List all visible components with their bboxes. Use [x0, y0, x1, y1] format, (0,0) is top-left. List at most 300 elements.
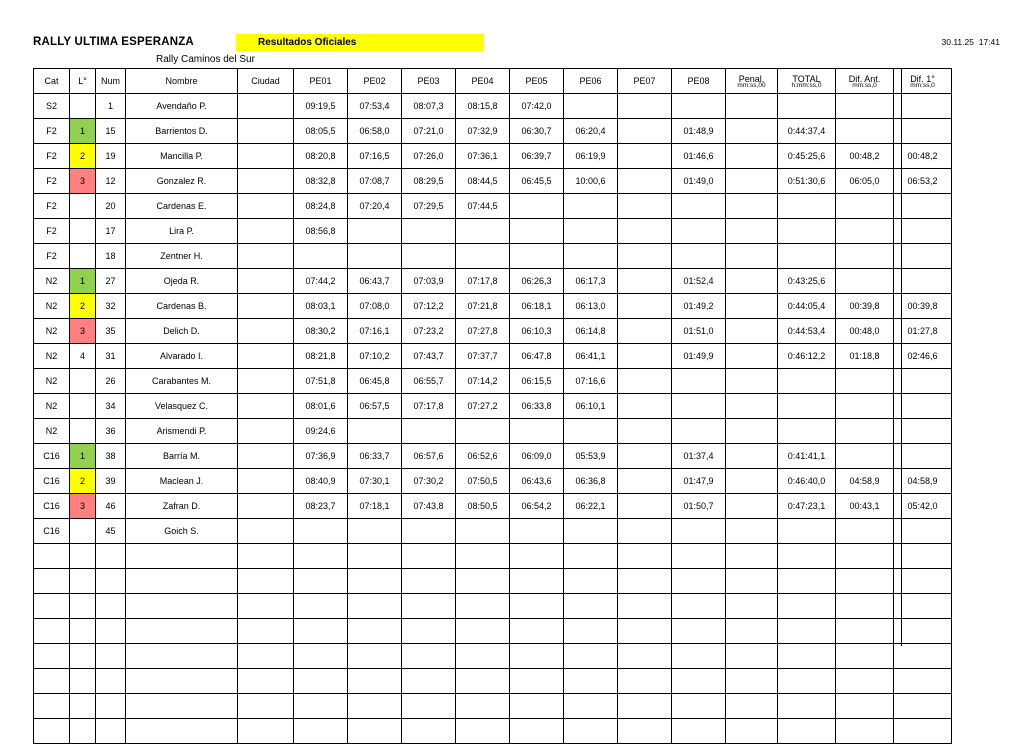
cell-penal — [726, 469, 778, 494]
cell-nombre: Delich D. — [126, 319, 238, 344]
column-header-dif1 — [894, 69, 952, 94]
cell-cat: N2 — [34, 419, 70, 444]
cell-empty — [894, 669, 952, 694]
cell-pe03: 07:17,8 — [402, 394, 456, 419]
cell-dif-primero — [894, 244, 952, 269]
cell-position — [70, 244, 96, 269]
table-row — [34, 319, 952, 344]
event-subtitle: Rally Caminos del Sur — [156, 54, 255, 65]
cell-pe08 — [672, 419, 726, 444]
cell-pe05: 06:39,7 — [510, 144, 564, 169]
cell-empty — [456, 669, 510, 694]
cell-ciudad — [238, 494, 294, 519]
cell-position: 3 — [70, 494, 96, 519]
table-row-empty — [34, 669, 952, 694]
cell-cat: F2 — [34, 119, 70, 144]
cell-cat: C16 — [34, 469, 70, 494]
cell-empty — [672, 719, 726, 744]
cell-num: 1 — [96, 94, 126, 119]
cell-pe08 — [672, 369, 726, 394]
cell-penal — [726, 369, 778, 394]
cell-pe07 — [618, 519, 672, 544]
cell-pe06: 06:36,8 — [564, 469, 618, 494]
cell-pe08: 01:49,2 — [672, 294, 726, 319]
cell-nombre: Mancilla P. — [126, 144, 238, 169]
cell-pe08: 01:48,9 — [672, 119, 726, 144]
column-header-label: Dif. Ant. — [848, 73, 881, 84]
results-table — [33, 68, 952, 744]
cell-ciudad — [238, 94, 294, 119]
cell-penal — [726, 294, 778, 319]
cell-dif-primero — [894, 394, 952, 419]
cell-empty — [836, 669, 894, 694]
column-header-pe05 — [510, 69, 564, 94]
cell-empty — [70, 619, 96, 644]
cell-pe07 — [618, 269, 672, 294]
cell-dif-ant — [836, 394, 894, 419]
cell-empty — [778, 569, 836, 594]
cell-empty — [70, 569, 96, 594]
cell-pe02: 07:10,2 — [348, 344, 402, 369]
cell-empty — [402, 669, 456, 694]
cell-empty — [402, 694, 456, 719]
cell-dif-ant — [836, 119, 894, 144]
cell-pe04: 07:36,1 — [456, 144, 510, 169]
cell-empty — [778, 644, 836, 669]
cell-empty — [672, 644, 726, 669]
cell-empty — [672, 694, 726, 719]
cell-dif-primero: 04:58,9 — [894, 469, 952, 494]
cell-pe03: 06:55,7 — [402, 369, 456, 394]
cell-dif-primero — [894, 94, 952, 119]
cell-dif-ant: 04:58,9 — [836, 469, 894, 494]
cell-position: 4 — [70, 344, 96, 369]
table-row — [34, 419, 952, 444]
cell-empty — [510, 669, 564, 694]
cell-empty — [126, 644, 238, 669]
cell-empty — [456, 644, 510, 669]
cell-position — [70, 94, 96, 119]
cell-empty — [618, 669, 672, 694]
cell-empty — [726, 694, 778, 719]
cell-pe02: 06:33,7 — [348, 444, 402, 469]
column-header-label: PE01 — [309, 76, 332, 86]
cell-dif-ant: 01:18,8 — [836, 344, 894, 369]
cell-nombre: Goich S. — [126, 519, 238, 544]
cell-dif-ant — [836, 94, 894, 119]
cell-empty — [456, 719, 510, 744]
cell-pe07 — [618, 469, 672, 494]
column-header-label: PE05 — [525, 76, 548, 86]
column-header-pos — [70, 69, 96, 94]
cell-total: 0:46:12,2 — [778, 344, 836, 369]
table-row — [34, 244, 952, 269]
cell-cat: S2 — [34, 94, 70, 119]
column-header-difant — [836, 69, 894, 94]
cell-pe06 — [564, 519, 618, 544]
table-row-empty — [34, 694, 952, 719]
cell-pe02 — [348, 219, 402, 244]
cell-empty — [238, 694, 294, 719]
cell-empty — [294, 644, 348, 669]
cell-empty — [672, 594, 726, 619]
table-row-empty — [34, 719, 952, 744]
cell-nombre: Maclean J. — [126, 469, 238, 494]
cell-empty — [126, 669, 238, 694]
cell-empty — [126, 719, 238, 744]
cell-empty — [778, 694, 836, 719]
table-row — [34, 269, 952, 294]
table-row — [34, 219, 952, 244]
column-header-pe01 — [294, 69, 348, 94]
cell-empty — [96, 719, 126, 744]
table-row-empty — [34, 644, 952, 669]
cell-pe01: 08:24,8 — [294, 194, 348, 219]
cell-cat: N2 — [34, 319, 70, 344]
column-header-label: PE06 — [579, 76, 602, 86]
cell-pe01: 08:20,8 — [294, 144, 348, 169]
cell-empty — [564, 569, 618, 594]
cell-pe03: 07:26,0 — [402, 144, 456, 169]
cell-dif-primero — [894, 269, 952, 294]
cell-dif-primero — [894, 419, 952, 444]
cell-ciudad — [238, 119, 294, 144]
cell-pe05: 06:15,5 — [510, 369, 564, 394]
cell-empty — [294, 694, 348, 719]
cell-total: 0:44:53,4 — [778, 319, 836, 344]
cell-empty — [564, 669, 618, 694]
cell-num: 26 — [96, 369, 126, 394]
cell-dif-ant — [836, 269, 894, 294]
cell-pe05: 06:09,0 — [510, 444, 564, 469]
cell-pe03 — [402, 419, 456, 444]
cell-num: 34 — [96, 394, 126, 419]
print-time: 17:41 — [978, 37, 1000, 47]
cell-empty — [294, 544, 348, 569]
cell-empty — [402, 569, 456, 594]
cell-pe06: 06:20,4 — [564, 119, 618, 144]
cell-empty — [564, 719, 618, 744]
cell-pe06: 07:16,6 — [564, 369, 618, 394]
cell-empty — [96, 669, 126, 694]
cell-dif-ant — [836, 419, 894, 444]
cell-num: 46 — [96, 494, 126, 519]
cell-cat: N2 — [34, 269, 70, 294]
cell-empty — [294, 619, 348, 644]
cell-empty — [836, 569, 894, 594]
table-row — [34, 519, 952, 544]
cell-cat: F2 — [34, 169, 70, 194]
cell-pe07 — [618, 394, 672, 419]
cell-empty — [238, 619, 294, 644]
cell-position — [70, 194, 96, 219]
cell-nombre: Arismendi P. — [126, 419, 238, 444]
cell-empty — [34, 569, 70, 594]
table-row — [34, 144, 952, 169]
cell-pe03: 07:43,7 — [402, 344, 456, 369]
cell-penal — [726, 194, 778, 219]
print-date: 30.11.25 — [941, 37, 974, 47]
cell-position — [70, 219, 96, 244]
cell-pe03: 07:29,5 — [402, 194, 456, 219]
cell-empty — [70, 669, 96, 694]
cell-num: 17 — [96, 219, 126, 244]
cell-pe05: 06:33,8 — [510, 394, 564, 419]
cell-empty — [564, 644, 618, 669]
cell-pe03: 07:30,2 — [402, 469, 456, 494]
cell-pe04: 07:37,7 — [456, 344, 510, 369]
cell-empty — [726, 669, 778, 694]
cell-nombre: Cardenas E. — [126, 194, 238, 219]
cell-cat: N2 — [34, 344, 70, 369]
cell-pe02: 07:16,5 — [348, 144, 402, 169]
cell-empty — [894, 544, 952, 569]
cell-pe05: 06:54,2 — [510, 494, 564, 519]
cell-pe03: 07:03,9 — [402, 269, 456, 294]
cell-empty — [294, 569, 348, 594]
cell-empty — [34, 669, 70, 694]
official-results-badge — [236, 34, 484, 51]
cell-empty — [726, 569, 778, 594]
cell-num: 32 — [96, 294, 126, 319]
cell-nombre: Ojeda R. — [126, 269, 238, 294]
cell-pe01: 09:19,5 — [294, 94, 348, 119]
cell-num: 45 — [96, 519, 126, 544]
column-header-label: TOTAL — [792, 73, 821, 84]
column-header-pe04 — [456, 69, 510, 94]
cell-nombre: Cardenas B. — [126, 294, 238, 319]
cell-empty — [510, 619, 564, 644]
cell-empty — [70, 594, 96, 619]
column-header-pe07 — [618, 69, 672, 94]
cell-empty — [456, 569, 510, 594]
cell-num: 39 — [96, 469, 126, 494]
print-datetime — [942, 37, 1000, 47]
cell-empty — [672, 669, 726, 694]
cell-pe07 — [618, 419, 672, 444]
cell-empty — [238, 719, 294, 744]
cell-empty — [70, 644, 96, 669]
cell-total: 0:47:23,1 — [778, 494, 836, 519]
cell-ciudad — [238, 444, 294, 469]
cell-empty — [618, 594, 672, 619]
cell-empty — [618, 544, 672, 569]
table-header-row — [34, 69, 952, 94]
cell-empty — [672, 544, 726, 569]
cell-pe04 — [456, 244, 510, 269]
cell-pe03 — [402, 244, 456, 269]
cell-pe01 — [294, 244, 348, 269]
cell-pe08 — [672, 519, 726, 544]
cell-empty — [34, 644, 70, 669]
cell-pe04 — [456, 519, 510, 544]
cell-ciudad — [238, 294, 294, 319]
cell-pe08 — [672, 244, 726, 269]
cell-pe02: 07:53,4 — [348, 94, 402, 119]
cell-pe08: 01:47,9 — [672, 469, 726, 494]
cell-pe07 — [618, 94, 672, 119]
cell-empty — [402, 619, 456, 644]
cell-empty — [618, 644, 672, 669]
cell-empty — [672, 619, 726, 644]
cell-ciudad — [238, 394, 294, 419]
cell-total: 0:41:41,1 — [778, 444, 836, 469]
cell-pe08: 01:46,6 — [672, 144, 726, 169]
cell-nombre: Carabantes M. — [126, 369, 238, 394]
cell-pe04: 07:27,2 — [456, 394, 510, 419]
cell-nombre: Lira P. — [126, 219, 238, 244]
cell-pe01: 07:51,8 — [294, 369, 348, 394]
column-header-label: PE07 — [633, 76, 656, 86]
cell-penal — [726, 219, 778, 244]
cell-empty — [618, 569, 672, 594]
cell-pe01: 07:36,9 — [294, 444, 348, 469]
cell-ciudad — [238, 144, 294, 169]
cell-empty — [836, 719, 894, 744]
cell-pe01: 08:23,7 — [294, 494, 348, 519]
column-header-label: L° — [78, 76, 87, 86]
cell-empty — [96, 619, 126, 644]
cell-position: 1 — [70, 444, 96, 469]
cell-pe01: 08:56,8 — [294, 219, 348, 244]
cell-pe05: 06:43,6 — [510, 469, 564, 494]
cell-position — [70, 394, 96, 419]
cell-empty — [778, 619, 836, 644]
table-row-empty — [34, 544, 952, 569]
cell-penal — [726, 144, 778, 169]
cell-pe03: 07:21,0 — [402, 119, 456, 144]
cell-dif-ant — [836, 369, 894, 394]
cell-empty — [456, 694, 510, 719]
cell-pe08: 01:51,0 — [672, 319, 726, 344]
table-row — [34, 294, 952, 319]
cell-position: 1 — [70, 119, 96, 144]
cell-dif-primero: 00:39,8 — [894, 294, 952, 319]
cell-pe04: 07:50,5 — [456, 469, 510, 494]
cell-pe05: 06:10,3 — [510, 319, 564, 344]
cell-pe03 — [402, 219, 456, 244]
column-header-label: Cat — [44, 76, 59, 86]
cell-pe06 — [564, 244, 618, 269]
column-header-sublabel: h:mm:ss,0 — [791, 81, 822, 89]
cell-empty — [34, 544, 70, 569]
table-row-empty — [34, 619, 952, 644]
cell-dif-primero — [894, 519, 952, 544]
cell-pe01 — [294, 519, 348, 544]
cell-cat: F2 — [34, 144, 70, 169]
cell-dif-primero — [894, 444, 952, 469]
cell-empty — [348, 594, 402, 619]
cell-penal — [726, 344, 778, 369]
cell-pe06: 06:17,3 — [564, 269, 618, 294]
cell-empty — [96, 644, 126, 669]
cell-total — [778, 394, 836, 419]
column-header-pe08 — [672, 69, 726, 94]
cell-pe07 — [618, 219, 672, 244]
cell-empty — [894, 594, 952, 619]
cell-empty — [126, 619, 238, 644]
cell-penal — [726, 419, 778, 444]
cell-empty — [894, 694, 952, 719]
cell-nombre: Barría M. — [126, 444, 238, 469]
cell-pe05: 06:45,5 — [510, 169, 564, 194]
cell-pe04: 08:44,5 — [456, 169, 510, 194]
cell-ciudad — [238, 244, 294, 269]
cell-pe07 — [618, 319, 672, 344]
cell-position — [70, 369, 96, 394]
cell-ciudad — [238, 344, 294, 369]
cell-pe06: 06:14,8 — [564, 319, 618, 344]
cell-pe02: 07:08,7 — [348, 169, 402, 194]
cell-empty — [96, 569, 126, 594]
cell-empty — [778, 544, 836, 569]
table-row — [34, 469, 952, 494]
cell-pe08 — [672, 219, 726, 244]
cell-empty — [726, 719, 778, 744]
cell-pe07 — [618, 494, 672, 519]
cell-dif-ant — [836, 194, 894, 219]
cell-empty — [510, 694, 564, 719]
cell-total: 0:51:30,6 — [778, 169, 836, 194]
cell-empty — [778, 669, 836, 694]
cell-empty — [348, 644, 402, 669]
cell-empty — [34, 594, 70, 619]
column-header-label: Nombre — [165, 76, 198, 86]
cell-total — [778, 519, 836, 544]
table-row — [34, 169, 952, 194]
cell-empty — [510, 569, 564, 594]
table-row — [34, 369, 952, 394]
cell-cat: N2 — [34, 294, 70, 319]
cell-penal — [726, 319, 778, 344]
cell-pe08 — [672, 94, 726, 119]
column-header-ciudad — [238, 69, 294, 94]
cell-penal — [726, 169, 778, 194]
cell-empty — [564, 619, 618, 644]
cell-pe04: 07:14,2 — [456, 369, 510, 394]
cell-pe01: 08:05,5 — [294, 119, 348, 144]
cell-pe04: 07:17,8 — [456, 269, 510, 294]
cell-pe05: 06:26,3 — [510, 269, 564, 294]
cell-cat: C16 — [34, 519, 70, 544]
cell-empty — [126, 544, 238, 569]
cell-empty — [836, 694, 894, 719]
cell-pe06: 06:13,0 — [564, 294, 618, 319]
cell-pe03: 07:43,8 — [402, 494, 456, 519]
cell-pe03: 08:29,5 — [402, 169, 456, 194]
cell-pe06 — [564, 194, 618, 219]
cell-pe06: 10:00,6 — [564, 169, 618, 194]
column-header-label: Dif. 1° — [910, 73, 935, 84]
cell-pe02: 07:08,0 — [348, 294, 402, 319]
cell-dif-ant: 06:05,0 — [836, 169, 894, 194]
cell-ciudad — [238, 369, 294, 394]
cell-empty — [126, 594, 238, 619]
cell-empty — [894, 619, 952, 644]
cell-nombre: Gonzalez R. — [126, 169, 238, 194]
cell-empty — [238, 644, 294, 669]
cell-empty — [348, 569, 402, 594]
cell-penal — [726, 519, 778, 544]
cell-dif-ant: 00:39,8 — [836, 294, 894, 319]
column-header-cat — [34, 69, 70, 94]
cell-pe05 — [510, 194, 564, 219]
table-row — [34, 94, 952, 119]
cell-empty — [34, 619, 70, 644]
cell-pe07 — [618, 244, 672, 269]
cell-pe07 — [618, 344, 672, 369]
cell-empty — [70, 719, 96, 744]
